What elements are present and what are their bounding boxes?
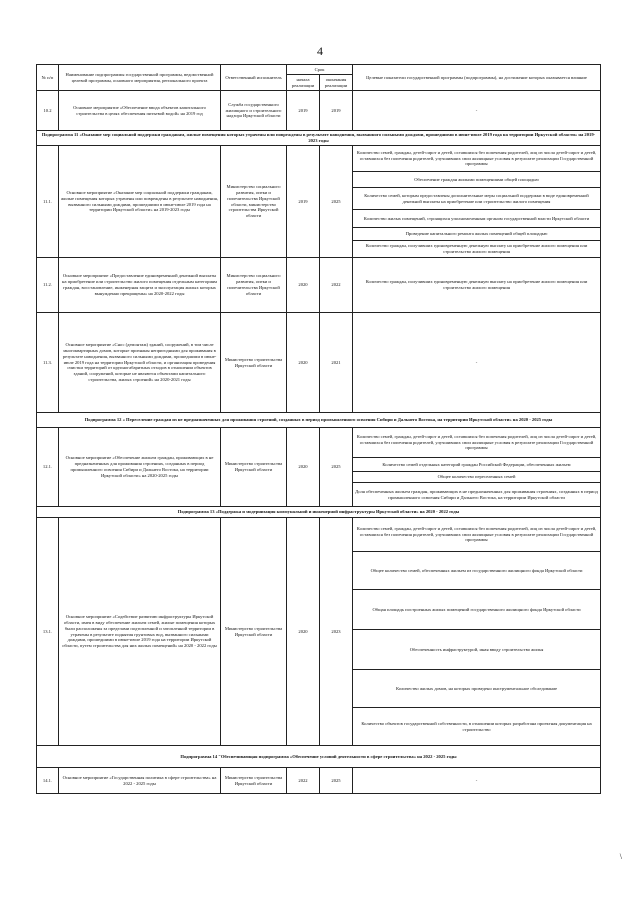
row-executor: Министерство социального развития, опеки и попечительства Иркутской области, министерство строительства Иркутской области [221, 146, 287, 258]
indicator-cell: Доля обеспеченных жильем граждан, проживающих в не предназначенных для проживания строениях, созданных в период промышленного освоения Сибири и Дальнего Востока, на территории Иркутской области [353, 483, 601, 507]
row-end: 2023 [320, 518, 353, 746]
row-end: 2019 [320, 91, 353, 131]
row-indicator: - [353, 768, 601, 794]
row-end: 2025 [320, 768, 353, 794]
indicator-cell: Количество семей, граждан, детей-сирот и детей, оставшихся без попечения родителей, лиц из числа детей-сирот и детей, оставшихся без попечения родителей, улучшивших свои жилищные условия в результате реализации Государственной программы [353, 428, 601, 458]
page-number: 4 [317, 44, 323, 58]
row-num: 14.1. [37, 768, 59, 794]
row-executor: Служба государственного жилищного и строительного надзора Иркутской области [221, 91, 287, 131]
corner-mark: \ [619, 852, 622, 861]
table-row [37, 518, 601, 552]
row-name: Основное мероприятие «Обеспечение жильем граждан, проживающих в не предназначенных для проживания строениях, созданных в период промышленного освоения Сибири и Дальнего Востока, на территории Иркутской области» на 2020-2025 годы [59, 428, 221, 507]
row-start: 2020 [287, 313, 320, 413]
indicator-cell: Количество семей, которым предоставлены дополнительные меры социальной поддержки в виде единовременной денежной выплаты на приобретение или строительство жилого помещения [353, 188, 601, 210]
indicator-cell: Количество объектов государственной собственности, в отношении которых разработана проектная документация на строительство [353, 708, 601, 746]
header-executor: Ответственный исполнитель [221, 65, 287, 91]
row-indicator: - [353, 313, 601, 413]
header-term: Срок [287, 65, 353, 75]
row-num: 10.2 [37, 91, 59, 131]
row-start: 2019 [287, 146, 320, 258]
row-start: 2020 [287, 428, 320, 507]
row-executor: Министерство строительства Иркутской области [221, 428, 287, 507]
indicator-cell: Обеспеченность инфраструктурой, иная вводу строительство жилья [353, 630, 601, 670]
row-executor: Министерство строительства Иркутской области [221, 768, 287, 794]
row-end: 2025 [320, 146, 353, 258]
row-name: Основное мероприятие «Содействие развитию инфраструктуры Иркутской области, имея в виду обеспечение жильем семей, жилые помещения которых были расположены за пределами подтопленной и затопленной территории в утрачены в результате поднятия грунтовых вод, вызванного сильными дождями, прошедшими в июне-июле 2019 года на территории Иркутской области, путем строительства для них жилых помещений» на 2020 - 2022 годы [59, 518, 221, 746]
subprogram-12-title: Подпрограмма 12 « Переселение граждан из не предназначенных для проживания строений, созданных в период промышленного освоения Сибири и Дальнего Востока, на территории Иркутской области» на 2020 - 2025 годы [37, 413, 601, 428]
table-row [37, 428, 601, 458]
row-num: 11.3. [37, 313, 59, 413]
indicator-cell: Количество граждан, получивших единовременную денежную выплату на приобретение жилого помещения или строительство жилого помещения [353, 241, 601, 258]
indicator-cell: Количество жилых домов, на которых проведено инструментальное обследование [353, 670, 601, 708]
row-start: 2020 [287, 518, 320, 746]
row-executor: Министерство строительства Иркутской области [221, 313, 287, 413]
header-indicators: Целевые показатели государственной программы (подпрограммы), на достижение которых оказывается влияние [353, 65, 601, 91]
row-num: 11.2. [37, 258, 59, 313]
subprogram-11-title: Подпрограмма 11 «Оказание мер социальной поддержки гражданам, жилые помещения которых утрачены или повреждены в результате наводнения, вызванного сильными дождями, прошедшими в июне-июле 2019 года на территории Иркутской области» на 2019-2023 годы [37, 131, 601, 146]
indicator-cell: Количество семей отдельных категорий граждан Российской Федерации, обеспеченных жильем [353, 458, 601, 472]
indicator-cell: Обеспечение граждан жилыми помещениями общей площадью [353, 172, 601, 188]
row-executor: Министерство социального развития, опеки и попечительства Иркутской области [221, 258, 287, 313]
header-name: Наименование подпрограммы государственной программы, ведомственной целевой программы, основного мероприятия, регионального проекта [59, 65, 221, 91]
row-num: 12.1. [37, 428, 59, 507]
indicator-cell: Общее количество переселенных семей [353, 472, 601, 483]
header-end: окончания реализации [320, 75, 353, 91]
header-start: начала реализации [287, 75, 320, 91]
indicator-cell: Количество жилых помещений, строящихся уполномоченным органом государственной власти Иркутской области [353, 210, 601, 228]
table-row [37, 313, 601, 413]
subprogram-14-title: Подпрограмма 14 "Обеспечивающая подпрограмма «Обеспечение условий деятельности в сфере строительства» на 2022 - 2025 годы [37, 746, 601, 768]
table-row [37, 258, 601, 313]
row-executor: Министерство строительства Иркутской области [221, 518, 287, 746]
row-end: 2025 [320, 428, 353, 507]
row-indicator: - [353, 91, 601, 131]
table-row [37, 768, 601, 794]
program-table [36, 64, 601, 794]
row-num: 11.1. [37, 146, 59, 258]
row-end: 2021 [320, 313, 353, 413]
row-name: Основное мероприятие «Обеспечение ввода объектов капитального строительства в целях обеспечения питьевой водой» на 2019 год [59, 91, 221, 131]
indicator-cell: Общая площадь построенных жилых помещений государственного жилищного фонда Иркутской области [353, 590, 601, 630]
subprogram-13-title: Подпрограмма 13 «Поддержка и модернизация коммунальной и инженерной инфраструктуры Иркутской области» на 2020 - 2022 годы [37, 507, 601, 518]
indicator-cell: Проведение капитального ремонта жилых помещений общей площадью [353, 228, 601, 241]
row-name: Основное мероприятие «Предоставление единовременной денежной выплаты на приобретение или строительство жилого помещения отдельным категориям граждан, восстановление, инженерная защита и эксплуатация жилых которых вынужденно прекращены» на 2020-2022 годы [59, 258, 221, 313]
row-name: Основное мероприятие «Снос (демонтаж) зданий, сооружений, в том числе многоквартирных домов, которые признаны непригодными для проживания в результате наводнения, вызванного сильными дождями, прошедшими в июне-июле 2019 года на территории Иркутской области, и организация проведения очистки территорий от крупногабаритных отходов в отношении объектов зданий, сооружений, которые не являются объектами капитального строительства, жилых строений» на 2020-2021 годы [59, 313, 221, 413]
row-indicator: Количество граждан, получивших единовременную денежную выплату на приобретение жилого помещения или строительство жилого помещения [353, 258, 601, 313]
row-start: 2020 [287, 258, 320, 313]
table-row [37, 91, 601, 131]
table-row [37, 146, 601, 172]
row-name: Основное мероприятие «Государственная политика в сфере строительства» на 2022 - 2025 годы [59, 768, 221, 794]
header-num: № п/п [37, 65, 59, 91]
indicator-cell: Количество семей, граждан, детей-сирот и детей, оставшихся без попечения родителей, лиц из числа детей-сирот и детей, оставшихся без попечения родителей, улучшивших свои жилищные условия в результате реализации Государственной программы [353, 518, 601, 552]
row-end: 2022 [320, 258, 353, 313]
indicator-cell: Количество семей, граждан, детей-сирот и детей, оставшихся без попечения родителей, лиц из числа детей-сирот и детей, оставшихся без попечения родителей, улучшивших свои жилищные условия в результате реализации Государственной программы [353, 146, 601, 172]
indicator-cell: Общее количество семей, обеспеченных жильем из государственного жилищного фонда Иркутской области [353, 552, 601, 590]
row-start: 2019 [287, 91, 320, 131]
row-name: Основное мероприятие «Оказание мер социальной поддержки гражданам, жилые помещения которых утрачены или повреждены в результате наводнения, вызванного сильными дождями, прошедшими в июне-июле 2019 года на территории Иркутской области» на 2019-2023 годы [59, 146, 221, 258]
row-num: 13.1. [37, 518, 59, 746]
row-start: 2022 [287, 768, 320, 794]
